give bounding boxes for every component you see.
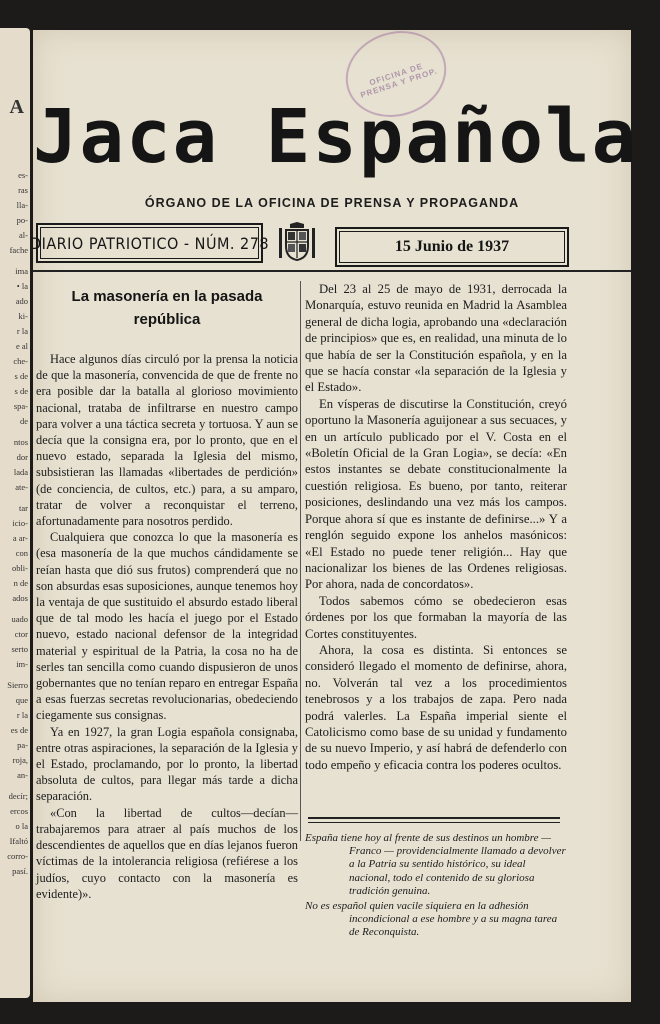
left-page-fragment: Sierro: [7, 680, 28, 690]
left-page-fragment: po-: [16, 215, 28, 225]
masthead-title: Jaca Española: [33, 94, 639, 180]
left-page-fragment: que: [15, 695, 28, 705]
left-page-fragment: ado: [15, 296, 28, 306]
quote-rule-top: [308, 817, 560, 823]
left-page-fragment: an-: [17, 770, 28, 780]
left-page-fragment: o la: [15, 821, 28, 831]
left-page-fragment: pasí.: [12, 866, 28, 876]
left-page-fragment: obli-: [11, 563, 28, 573]
left-page-big-letter: A: [9, 96, 24, 118]
issue-number: DIARIO PATRIOTICO - NÚM. 278: [30, 233, 270, 253]
adjacent-page-fragment: [0, 28, 30, 998]
left-page-fragment: al-: [19, 230, 28, 240]
left-page-fragment: con: [15, 548, 28, 558]
quote-line-2: No es español quien vacile siquiera en la adhesión incondicional a ese hombre y a su magna tarea de Reconquista.: [305, 900, 558, 939]
stamp-text: OFICINA DE PRENSA Y PROP.: [359, 61, 439, 100]
left-page-fragment: de: [19, 416, 28, 426]
franco-quote-box: [305, 832, 567, 942]
left-page-fragment: • la: [16, 281, 28, 291]
article-paragraph: Hace algunos días circuló por la prensa la noticia de que la masonería, convencida de que de frente no era posible dar la batalla al glorioso movimiento nacional, trataba de infiltrarse en nuestro campo para volver a una táctica secreta y tortuosa. Y aun se decía que la consigna era, por lo pronto, que en el nuevo estado, separada la Iglesia del mismo, subsistieran las llamadas «libertades de perdición» (de conciencia, de cultos, etc.) para, a su amparo, tratar de volver a reconquistar el terreno, afortunadamente para nosotros perdido.: [36, 352, 298, 529]
article-paragraph: «Con la libertad de cultos—decían—trabajaremos para atraer al país muchos de los descendientes de aquellos que en días lejanos fueron víctimas de la intolerancia religiosa (refiérese a los judíos, cuyo contacto con la masonería es evidente)».: [36, 805, 298, 901]
article-paragraph: Cualquiera que conozca lo que la masonería es (esa masonería de la que muchos cándidamente se reían hasta que dió sus frutos) comprenderá que no son absurdas esas suposiciones, aunque tenemos hoy la ventaja de que sustituido el absurdo estado liberal que de tal modo les hacía el juego por el Estado nuevo, estado nacional defensor de la integridad material y espiritual de la Patria, la cosa no ha de serles tan sencilla como cuando dispusieron de unos gobernantes que no tenían reparo en entregar España a esas fuerzas secretas revolucionarias, obedeciendo ciegamente sus consignas.: [36, 530, 298, 723]
article-headline: [44, 285, 290, 331]
left-page-fragment: n de: [13, 578, 28, 588]
headline-line-1: La masonería en la pasada: [71, 288, 263, 305]
left-page-fragment: r la: [16, 710, 28, 720]
left-page-fragment: dor: [16, 452, 28, 462]
left-page-fragment: ima: [15, 266, 28, 276]
article-paragraph: Ahora, la cosa es distinta. Si entonces se consideró llegado el momento de definirse, ahora, no. Volverán tal vez a los procedimientos tenebrosos y a los trabajos de zapa. Pero nada podrá valerles. La España imperial siente el Catolicismo como base de su unidad y fundamento de su nuevo Imperio, y así habrá de defenderlo con todo empeño y eficacia contra los poderes ocultos.: [305, 642, 567, 772]
headline-line-2: república: [133, 311, 201, 328]
left-page-fragment: s de: [14, 386, 28, 396]
left-page-fragment: ercos: [10, 806, 28, 816]
left-page-fragment: es de: [10, 725, 28, 735]
quote-line-1: España tiene hoy al frente de sus destinos un hombre — Franco — providencialmente llamado a devolver a la Patria su sentido histórico, su ideal nacional, todo el contenido de su gloriosa tradición genuina.: [305, 832, 566, 897]
left-page-fragment: ctor: [14, 629, 28, 639]
article-paragraph: Del 23 al 25 de mayo de 1931, derrocada la Monarquía, estuvo reunida en Madrid la Asamblea general de dicha logia, aprobando una «declaración de principios» que es, en realidad, una minuta de lo que había de ser la Constitución española, y en la que se hacía constar «la separación de la Iglesia y el Estado».: [305, 282, 567, 395]
left-page-fragment: lla-: [16, 200, 28, 210]
left-page-fragment: e al: [15, 341, 28, 351]
article-left-column: [36, 281, 298, 902]
left-page-fragment: es-: [18, 170, 28, 180]
masthead-subtitle: ÓRGANO DE LA OFICINA DE PRENSA Y PROPAGANDA: [144, 196, 520, 210]
left-page-fragment: ki-: [18, 311, 28, 321]
left-page-fragment: decír;: [8, 791, 28, 801]
left-page-fragment: corro-: [7, 851, 28, 861]
article-right-column: [305, 281, 567, 773]
left-page-fragment: ate-: [15, 482, 28, 492]
left-page-fragment: r la: [16, 326, 28, 336]
left-page-fragment: ntos: [13, 437, 28, 447]
left-page-fragment: tar: [19, 503, 28, 513]
left-page-fragment: a ar-: [12, 533, 28, 543]
article-paragraph: Todos sabemos cómo se obedecieron esas órdenes por los que formaban la mayoría de las Cortes constituyentes.: [305, 593, 567, 641]
header-rule: [33, 270, 631, 272]
issue-date: 15 Junio de 1937: [394, 238, 510, 255]
left-page-fragment: ras: [18, 185, 28, 195]
left-page-fragment: fache: [9, 245, 28, 255]
left-page-fragment: uado: [11, 614, 28, 624]
left-page-fragment: im-: [16, 659, 28, 669]
left-page-fragment: Ifaltó: [9, 836, 28, 846]
left-page-fragment: serto: [11, 644, 28, 654]
left-page-fragment: spa-: [13, 401, 28, 411]
article-paragraph: Ya en 1927, la gran Logia española consignaba, entre otras aspiraciones, la separación de la Iglesia y el Estado, proclamando, por lo pronto, la libertad absoluta de cultos, para llegar más tarde a dicha separación.: [36, 724, 298, 804]
left-page-fragment: ados: [12, 593, 28, 603]
left-page-fragment: icio-: [12, 518, 28, 528]
column-divider: [300, 281, 301, 841]
date-box: [335, 227, 569, 267]
left-page-fragment: pa-: [17, 740, 28, 750]
left-page-fragment: lada: [13, 467, 28, 477]
left-page-fragment: s de: [14, 371, 28, 381]
article-paragraph: En vísperas de discutirse la Constitución, creyó oportuno la Masonería aguijonear a sus secuaces, y en un artículo publicado por el V. Costa en el «Boletín Oficial de la Gran Logia», se decía: «En estos instantes se debate constitucionalmente la cuestión religiosa. Es bueno, por tanto, reiterar posiciones, deslindando una vez más los campos. Porque ahora sí que es instante de definirse...» Y a renglón seguido expone los anhelos masónicos: «El Estado no puede tener religión... Hay que nacionalizar los bienes de las Ordenes religiosas. Por ahora, nada de concordatos».: [305, 396, 567, 592]
left-page-fragment: roja,: [12, 755, 28, 765]
issue-box: [30, 223, 270, 263]
left-page-fragment: che-: [13, 356, 28, 366]
coat-of-arms-icon: [276, 222, 318, 262]
newspaper-page: [30, 30, 639, 1002]
